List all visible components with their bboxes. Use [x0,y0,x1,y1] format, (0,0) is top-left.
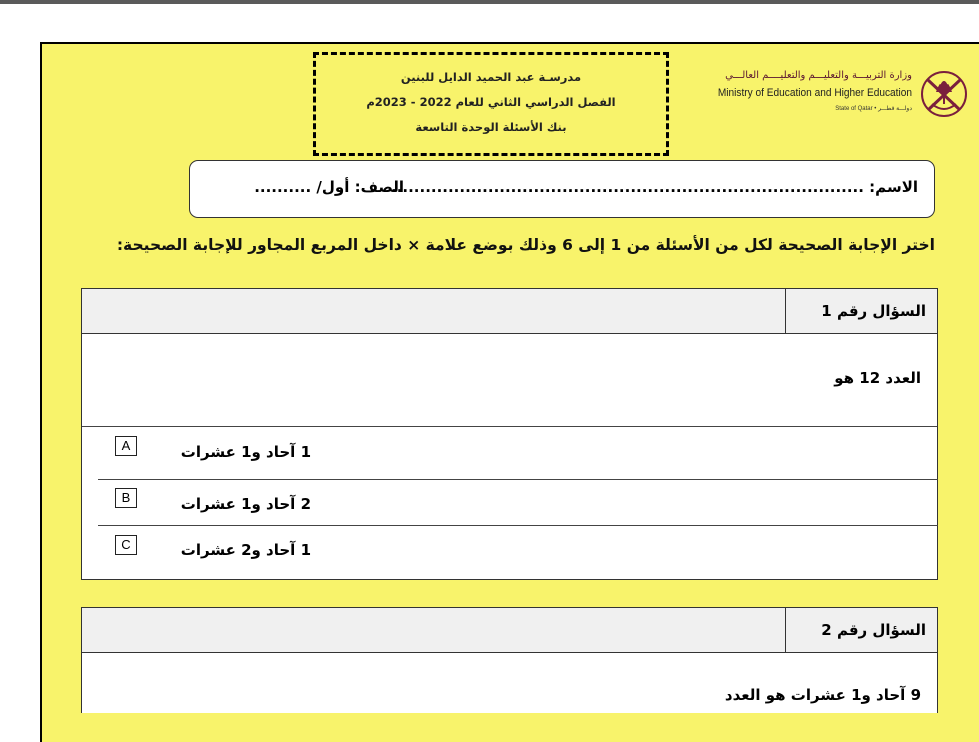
question-2-header [81,607,938,653]
option-a-text: 1 آحاد و1 عشرات [180,443,311,461]
option-c-checkbox[interactable]: C [115,535,137,555]
ministry-logo-block [706,62,974,122]
ministry-english-name: Ministry of Education and Higher Education [717,87,912,99]
option-b-checkbox[interactable]: B [115,488,137,508]
qatar-emblem-icon [914,62,974,122]
state-of-qatar: State of Qatar • دولـــة قطـــر [835,106,912,112]
option-a-checkbox[interactable]: A [115,436,137,456]
question-1-header [81,288,938,334]
school-term: الفصل الدراسي الثاني للعام 2022 - 2023م [366,95,616,109]
divider [82,426,937,427]
name-field[interactable]: الاسم: ................................................................................... [391,178,918,196]
student-info-box [189,160,935,218]
option-b-text: 2 آحاد و1 عشرات [180,495,311,513]
option-divider [98,479,938,480]
question-1-text: العدد 12 هو [834,369,921,387]
question-2-text: 9 آحاد و1 عشرات هو العدد [724,686,921,704]
question-2-body [81,653,938,713]
instruction-text: اختر الإجابة الصحيحة لكل من الأسئلة من 1 إلى 6 وذلك بوضع علامة × داخل المربع المجاور للإجابة الصحيحة: [116,236,935,254]
question-1-label: السؤال رقم 1 [785,289,937,333]
class-field[interactable]: الصف: أول/ .......... [254,178,404,196]
ministry-arabic-name: وزارة التربيـــة والتعليـــم والتعليــــم العالـــي [725,70,912,81]
school-name: مدرسـة عبد الحميد الدايل للبنين [400,70,582,84]
option-c-text: 1 آحاد و2 عشرات [180,541,311,559]
question-bank-title: بنك الأسئلة الوحدة التاسعة [415,120,567,134]
question-2-label: السؤال رقم 2 [785,608,937,652]
school-header-box [313,52,669,156]
option-divider [98,525,938,526]
window-top-bar [0,0,979,4]
